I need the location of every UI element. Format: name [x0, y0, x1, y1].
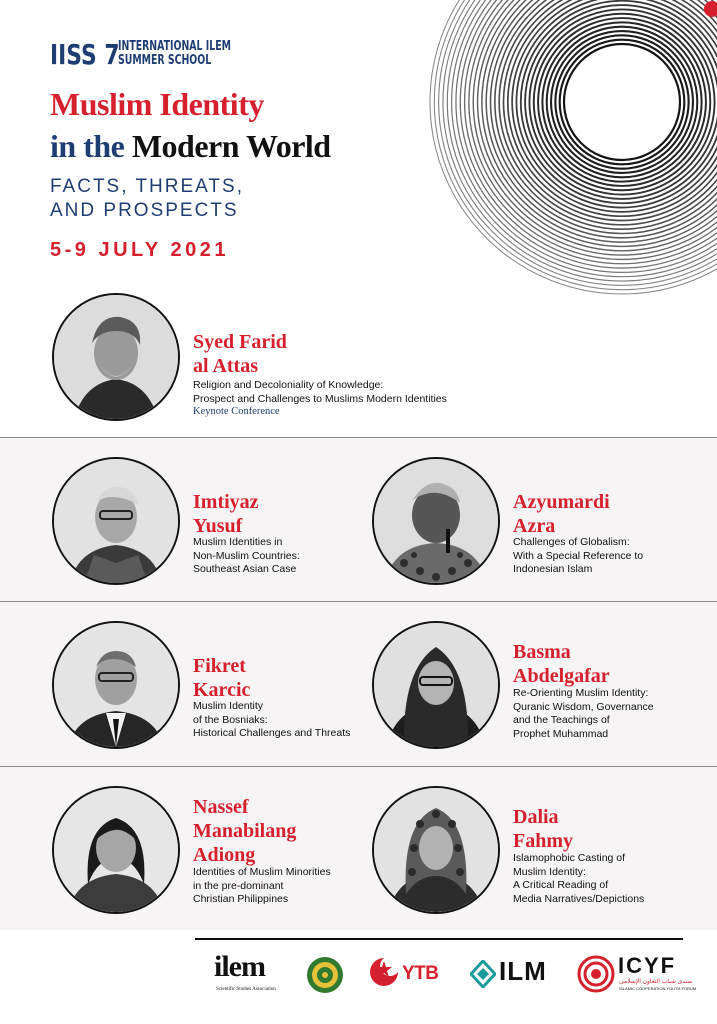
university-seal-icon — [306, 956, 344, 994]
school-name — [118, 40, 248, 68]
event-code: IISS 7 — [50, 38, 120, 71]
speaker-name-line1: Basma — [513, 641, 571, 663]
ilem-logo-subtitle: Scientific Studies Association — [216, 987, 276, 992]
decoration-ring — [560, 40, 685, 165]
speaker-name-line1: Dalia — [513, 806, 559, 828]
title-line1: Muslim Identity — [50, 86, 264, 122]
icyf-swirl-icon — [577, 955, 615, 993]
keynote-talk: Religion and Decoloniality of Knowledge: Prospect and Challenges to Muslims Modern Identities — [193, 379, 447, 405]
speaker-name — [193, 795, 296, 867]
keynote-portrait — [52, 293, 180, 421]
speaker-talk: Challenges of Globalism: With a Special Reference to Indonesian Islam — [513, 536, 644, 575]
speaker-name-line3: Adiong — [193, 844, 256, 866]
speaker-name-line1: Nassef — [193, 796, 249, 818]
speaker-portrait — [52, 621, 180, 749]
speaker-name-line2: Karcic — [193, 679, 251, 701]
person-photo-icon — [54, 623, 178, 747]
speaker-talk: Islamophobic Casting of Muslim Identity: A Critical Reading of Media Narratives/Depictions — [513, 852, 645, 905]
keynote-name — [193, 330, 287, 378]
decoration-ring — [547, 27, 698, 178]
keynote-name-line1: Syed Farid — [193, 331, 287, 353]
person-photo-icon — [374, 459, 498, 583]
person-photo-icon — [54, 788, 178, 912]
divider — [0, 437, 717, 438]
divider — [0, 766, 717, 767]
speaker-name-line2: Manabilang — [193, 820, 297, 842]
keynote-name-line2: al Attas — [193, 355, 258, 377]
subtitle-line2: AND PROSPECTS — [50, 200, 239, 221]
title-line2 — [50, 128, 331, 164]
speaker-name-line2: Fahmy — [513, 830, 573, 852]
speaker-name-line1: Imtiyaz — [193, 491, 259, 513]
subtitle — [50, 175, 310, 223]
subtitle-line1: FACTS, THREATS, — [50, 176, 244, 197]
ilm-logo-text: ILM — [499, 956, 547, 986]
icyf-logo-text: ICYF — [618, 953, 677, 978]
ytb-logo-text: YTB — [402, 963, 439, 984]
speaker-talk: Identities of Muslim Minorities in the pre-dominant Christian Philippines — [193, 866, 331, 905]
speaker-name-line2: Yusuf — [193, 515, 243, 537]
speaker-name-line2: Azra — [513, 515, 556, 537]
speaker-name — [513, 640, 610, 688]
speaker-portrait — [372, 621, 500, 749]
speaker-portrait — [52, 457, 180, 585]
speaker-name-line2: Abdelgafar — [513, 665, 610, 687]
decoration-ring — [564, 44, 680, 160]
speaker-portrait — [372, 457, 500, 585]
school-name-line1: INTERNATIONAL ILEM — [118, 39, 231, 54]
speaker-talk: Re-Orienting Muslim Identity: Quranic Wisdom, Governance and the Teachings of Prophet Muhammad — [513, 687, 654, 740]
title-line2-b: Modern World — [131, 128, 331, 164]
speaker-talk: Muslim Identities in Non-Muslim Countries: Southeast Asian Case — [193, 536, 300, 575]
speaker-talk: Muslim Identity of the Bosniaks: Historical Challenges and Threats — [193, 700, 351, 739]
decoration-ring — [551, 31, 693, 173]
logos-divider — [195, 938, 683, 940]
speaker-name — [513, 805, 573, 853]
school-name-line2: SUMMER SCHOOL — [118, 53, 212, 68]
keynote-note: Keynote Conference — [193, 406, 280, 417]
icyf-logo-subtitle: ISLAMIC COOPERATION YOUTH FORUM — [619, 986, 697, 991]
person-photo-icon — [374, 623, 498, 747]
speaker-name-line1: Azyumardi — [513, 491, 610, 513]
speaker-name — [513, 490, 610, 538]
speaker-portrait — [372, 786, 500, 914]
person-photo-icon — [374, 788, 498, 912]
icyf-logo-arabic: منتدى شباب التعاون الإسلامي — [619, 979, 693, 985]
speaker-portrait — [52, 786, 180, 914]
decoration-ring — [529, 9, 714, 194]
speaker-name — [193, 490, 259, 538]
decoration-ring — [555, 35, 688, 168]
ytb-crescent-icon — [367, 955, 401, 989]
speaker-name — [193, 654, 250, 702]
ilem-logo: ilem — [214, 950, 265, 983]
person-photo-icon — [54, 459, 178, 583]
decoration-ring — [542, 22, 701, 181]
person-photo-icon — [54, 295, 178, 419]
red-dot-decoration — [704, 1, 717, 17]
title-line2-a: in the — [50, 128, 125, 164]
divider — [0, 601, 717, 602]
event-date: 5-9 JULY 2021 — [50, 239, 229, 261]
ilm-diamond-icon — [470, 960, 496, 988]
speaker-name-line1: Fikret — [193, 655, 246, 677]
